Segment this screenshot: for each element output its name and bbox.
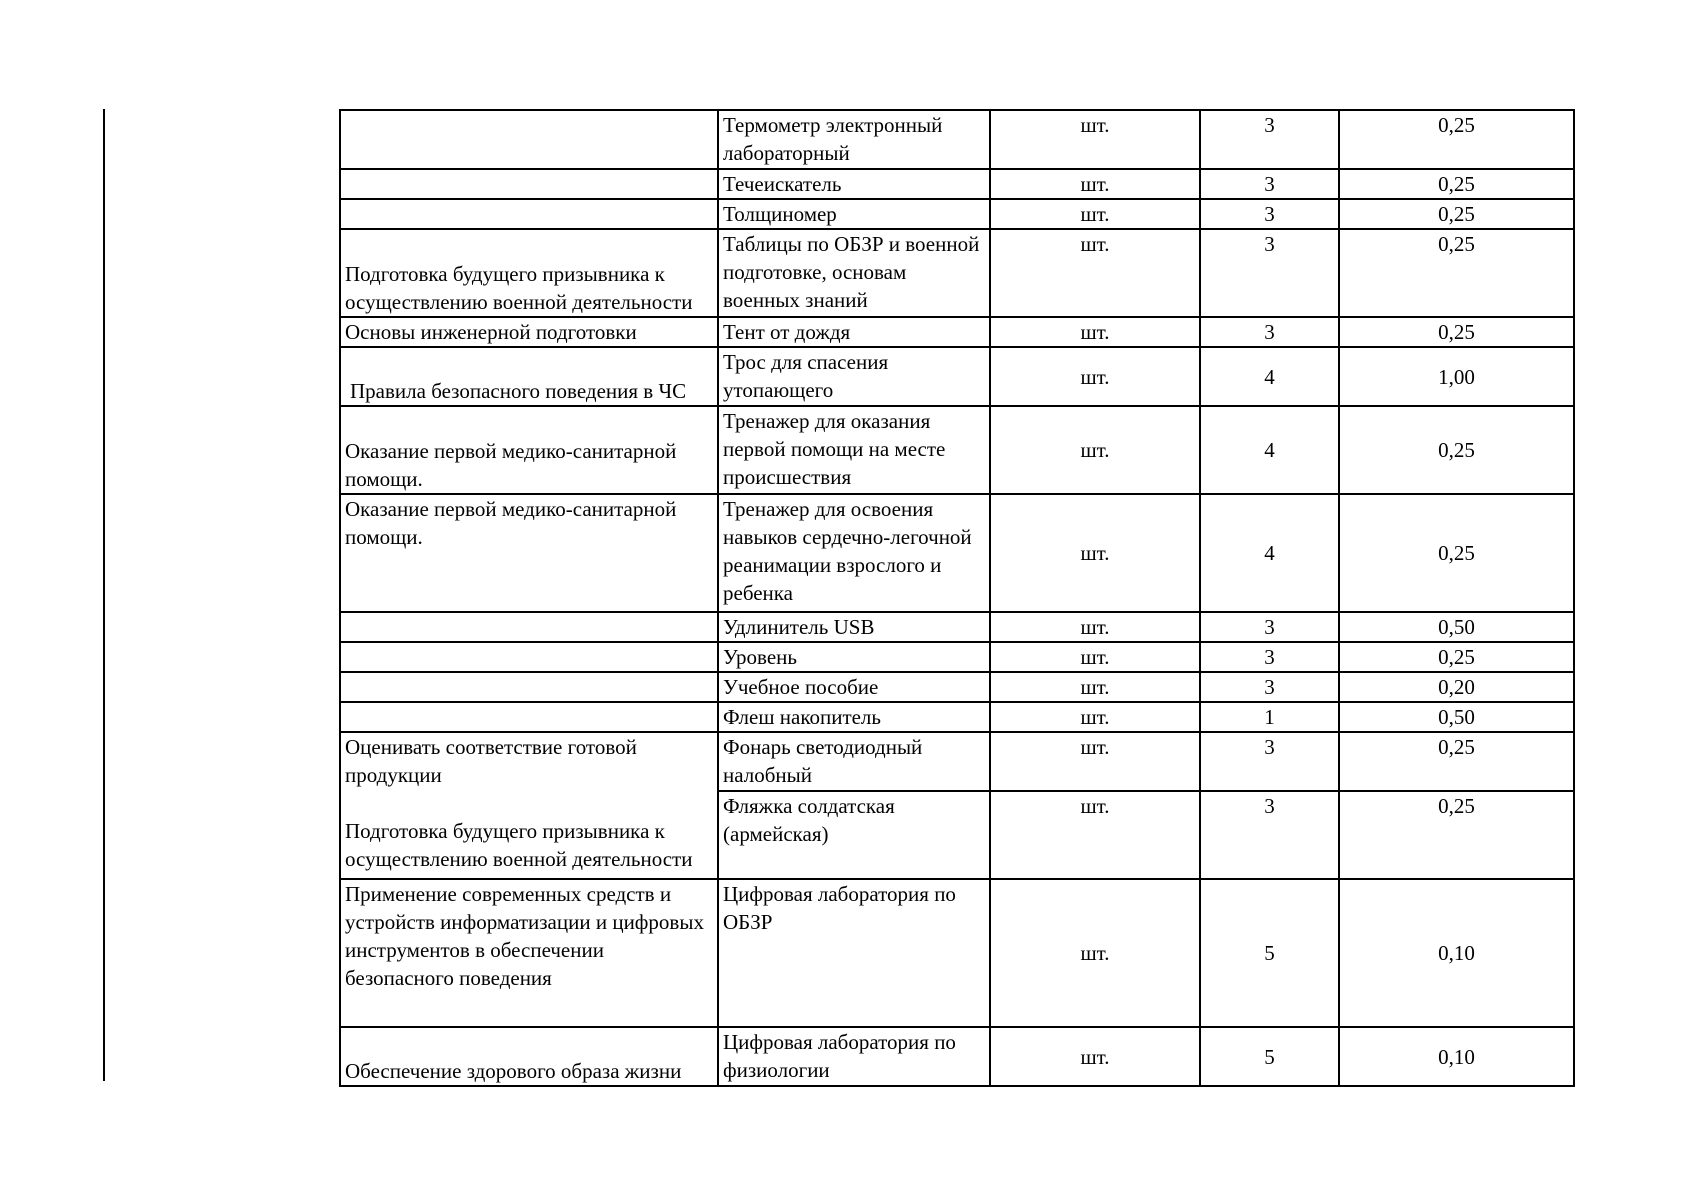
- item-name-cell: Удлинитель USB: [718, 612, 990, 642]
- quantity-cell: 4: [1200, 406, 1339, 494]
- unit-cell: шт.: [990, 879, 1200, 1027]
- purpose-text: Оценивать соответствие готовой продукции: [345, 735, 637, 787]
- quantity-cell: 5: [1200, 1027, 1339, 1086]
- quantity-cell: 3: [1200, 791, 1339, 879]
- item-name-cell: Фонарь светодиодный налобный: [718, 732, 990, 791]
- item-name-cell: Тренажер для освоения навыков сердечно-легочной реанимации взрослого и ребенка: [718, 494, 990, 612]
- rate-cell: 0,25: [1339, 642, 1574, 672]
- purpose-cell: Оказание первой медико-санитарной помощи.: [340, 494, 718, 612]
- unit-cell: шт.: [990, 612, 1200, 642]
- purpose-cell: [340, 169, 718, 199]
- purpose-cell: [340, 672, 718, 702]
- quantity-cell: 4: [1200, 494, 1339, 612]
- purpose-cell: [340, 110, 718, 169]
- rate-cell: 0,25: [1339, 229, 1574, 317]
- rate-cell: 0,20: [1339, 672, 1574, 702]
- item-name-cell: Цифровая лаборатория по ОБЗР: [718, 879, 990, 1027]
- purpose-text: Подготовка будущего призывника к осуществлению военной деятельности: [345, 819, 693, 871]
- purpose-cell: Правила безопасного поведения в ЧС: [340, 347, 718, 406]
- rate-cell: 0,50: [1339, 612, 1574, 642]
- table-row: [340, 612, 1574, 642]
- unit-cell: шт.: [990, 642, 1200, 672]
- item-name-cell: Уровень: [718, 642, 990, 672]
- table-row: [340, 494, 1574, 612]
- rate-cell: 0,25: [1339, 317, 1574, 347]
- item-name-cell: Течеискатель: [718, 169, 990, 199]
- item-name-cell: Толщиномер: [718, 199, 990, 229]
- rate-cell: 0,25: [1339, 169, 1574, 199]
- rate-cell: 0,25: [1339, 110, 1574, 169]
- table-row: [340, 317, 1574, 347]
- unit-cell: шт.: [990, 732, 1200, 791]
- item-name-cell: Тренажер для оказания первой помощи на месте происшествия: [718, 406, 990, 494]
- table-row: [340, 199, 1574, 229]
- purpose-cell: Подготовка будущего призывника к осуществлению военной деятельности: [340, 229, 718, 317]
- item-name-cell: Таблицы по ОБЗР и военной подготовке, основам военных знаний: [718, 229, 990, 317]
- quantity-cell: 3: [1200, 642, 1339, 672]
- table-row: [340, 642, 1574, 672]
- unit-cell: шт.: [990, 110, 1200, 169]
- equipment-table: [339, 109, 1575, 1087]
- rate-cell: 0,25: [1339, 406, 1574, 494]
- quantity-cell: 3: [1200, 199, 1339, 229]
- item-name-cell: Трос для спасения утопающего: [718, 347, 990, 406]
- rate-cell: 0,10: [1339, 1027, 1574, 1086]
- purpose-cell: [340, 702, 718, 732]
- table-row: [340, 406, 1574, 494]
- table-row: [340, 347, 1574, 406]
- quantity-cell: 5: [1200, 879, 1339, 1027]
- table-row: [340, 229, 1574, 317]
- table-row: [340, 672, 1574, 702]
- left-margin-line: [103, 109, 105, 1081]
- unit-cell: шт.: [990, 229, 1200, 317]
- quantity-cell: 3: [1200, 672, 1339, 702]
- rate-cell: 0,25: [1339, 199, 1574, 229]
- quantity-cell: 3: [1200, 110, 1339, 169]
- unit-cell: шт.: [990, 702, 1200, 732]
- quantity-cell: 1: [1200, 702, 1339, 732]
- rate-cell: 0,50: [1339, 702, 1574, 732]
- unit-cell: шт.: [990, 199, 1200, 229]
- rate-cell: 0,25: [1339, 732, 1574, 791]
- quantity-cell: 3: [1200, 229, 1339, 317]
- purpose-cell: [340, 612, 718, 642]
- quantity-cell: 4: [1200, 347, 1339, 406]
- table-row: [340, 169, 1574, 199]
- item-name-cell: Фляжка солдатская (армейская): [718, 791, 990, 879]
- unit-cell: шт.: [990, 1027, 1200, 1086]
- table-row: [340, 110, 1574, 169]
- unit-cell: шт.: [990, 406, 1200, 494]
- rate-cell: 1,00: [1339, 347, 1574, 406]
- item-name-cell: Термометр электронный лабораторный: [718, 110, 990, 169]
- table-row: [340, 879, 1574, 1027]
- item-name-cell: Цифровая лаборатория по физиологии: [718, 1027, 990, 1086]
- unit-cell: шт.: [990, 791, 1200, 879]
- spacer: [345, 789, 713, 817]
- unit-cell: шт.: [990, 169, 1200, 199]
- quantity-cell: 3: [1200, 169, 1339, 199]
- item-name-cell: Учебное пособие: [718, 672, 990, 702]
- quantity-cell: 3: [1200, 732, 1339, 791]
- rate-cell: 0,25: [1339, 791, 1574, 879]
- purpose-cell: Применение современных средств и устройств информатизации и цифровых инструментов в обеспечении безопасного поведения: [340, 879, 718, 1027]
- merged-purpose-cell: [340, 732, 718, 879]
- purpose-cell: [340, 642, 718, 672]
- quantity-cell: 3: [1200, 317, 1339, 347]
- purpose-cell: Обеспечение здорового образа жизни: [340, 1027, 718, 1086]
- rate-cell: 0,25: [1339, 494, 1574, 612]
- purpose-cell: [340, 199, 718, 229]
- unit-cell: шт.: [990, 672, 1200, 702]
- purpose-cell: Основы инженерной подготовки: [340, 317, 718, 347]
- table-row: [340, 732, 1574, 791]
- purpose-cell: Оказание первой медико-санитарной помощи.: [340, 406, 718, 494]
- table-row: [340, 702, 1574, 732]
- quantity-cell: 3: [1200, 612, 1339, 642]
- rate-cell: 0,10: [1339, 879, 1574, 1027]
- unit-cell: шт.: [990, 317, 1200, 347]
- table-row: [340, 1027, 1574, 1086]
- unit-cell: шт.: [990, 347, 1200, 406]
- unit-cell: шт.: [990, 494, 1200, 612]
- item-name-cell: Тент от дождя: [718, 317, 990, 347]
- item-name-cell: Флеш накопитель: [718, 702, 990, 732]
